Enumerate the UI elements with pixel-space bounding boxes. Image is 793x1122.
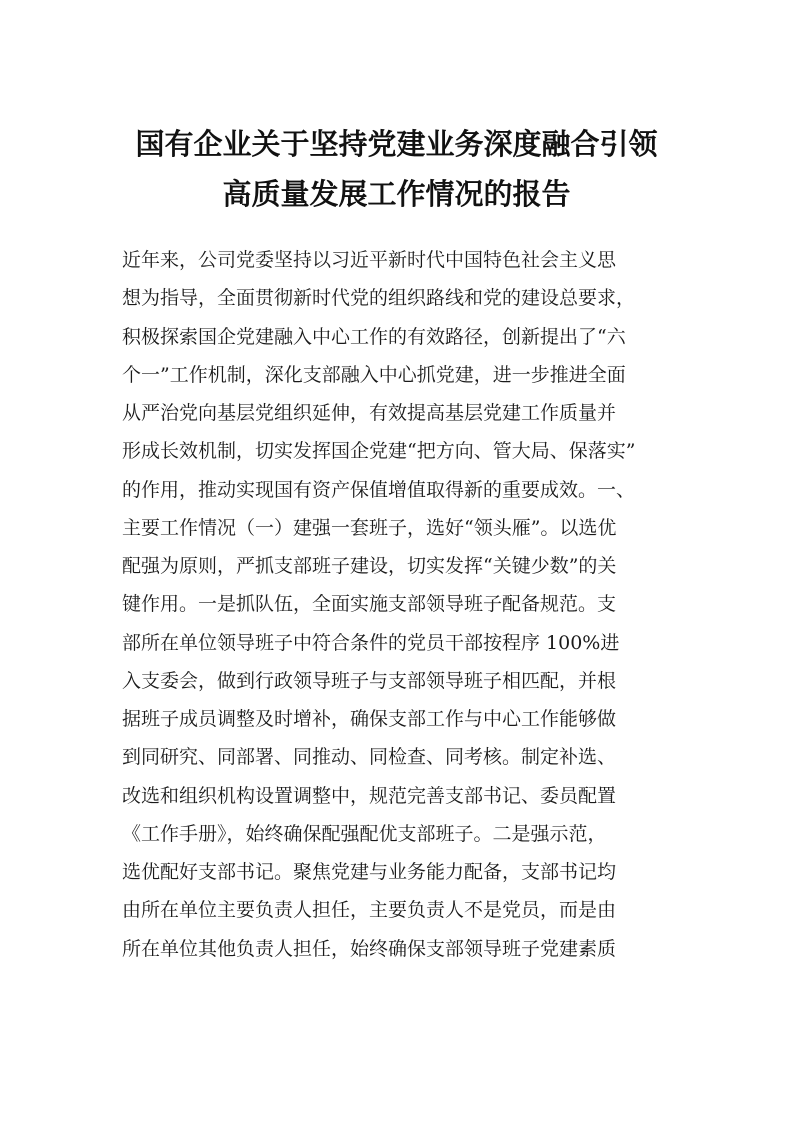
body-line: 部所在单位领导班子中符合条件的党员干部按程序 100%进 — [122, 631, 620, 654]
body-line: 个一”工作机制，深化支部融入中心抓党建，进一步推进全面 — [122, 363, 626, 386]
document-title-line-2: 高质量发展工作情况的报告 — [222, 177, 571, 211]
body-line: 改选和组织机构设置调整中，规范完善支部书记、委员配置 — [122, 784, 617, 807]
body-line: 《工作手册》，始终确保配强配优支部班子。二是强示范， — [122, 822, 607, 845]
body-line: 积极探索国企党建融入中心工作的有效路径，创新提出了“六 — [122, 325, 626, 348]
body-line: 到同研究、同部署、同推动、同检查、同考核。制定补选、 — [122, 746, 617, 769]
document-title-line-1: 国有企业关于坚持党建业务深度融合引领 — [135, 127, 658, 161]
body-line: 主要工作情况（一）建强一套班子，选好“领头雁”。以选优 — [122, 516, 617, 539]
body-line: 入支委会，做到行政领导班子与支部领导班子相匹配，并根 — [122, 669, 617, 692]
body-line: 想为指导，全面贯彻新时代党的组织路线和党的建设总要求， — [122, 287, 636, 310]
body-line: 配强为原则，严抓支部班子建设，切实发挥“关键少数”的关 — [122, 555, 617, 577]
body-line: 选优配好支部书记。聚焦党建与业务能力配备，支部书记均 — [122, 861, 617, 883]
body-line: 形成长效机制，切实发挥国企党建“把方向、管大局、保落实” — [122, 440, 636, 463]
body-line: 从严治党向基层党组织延伸，有效提高基层党建工作质量并 — [122, 402, 617, 424]
body-line: 由所在单位主要负责人担任，主要负责人不是党员，而是由 — [122, 899, 617, 922]
body-line: 的作用，推动实现国有资产保值增值取得新的重要成效。一、 — [122, 478, 636, 501]
body-line: 键作用。一是抓队伍，全面实施支部领导班子配备规范。支 — [122, 593, 617, 616]
body-line: 所在单位其他负责人担任，始终确保支部领导班子党建素质 — [122, 937, 617, 960]
document-body — [122, 241, 682, 968]
body-line: 近年来，公司党委坚持以习近平新时代中国特色社会主义思 — [122, 249, 617, 271]
body-line: 据班子成员调整及时增补，确保支部工作与中心工作能够做 — [122, 708, 617, 730]
